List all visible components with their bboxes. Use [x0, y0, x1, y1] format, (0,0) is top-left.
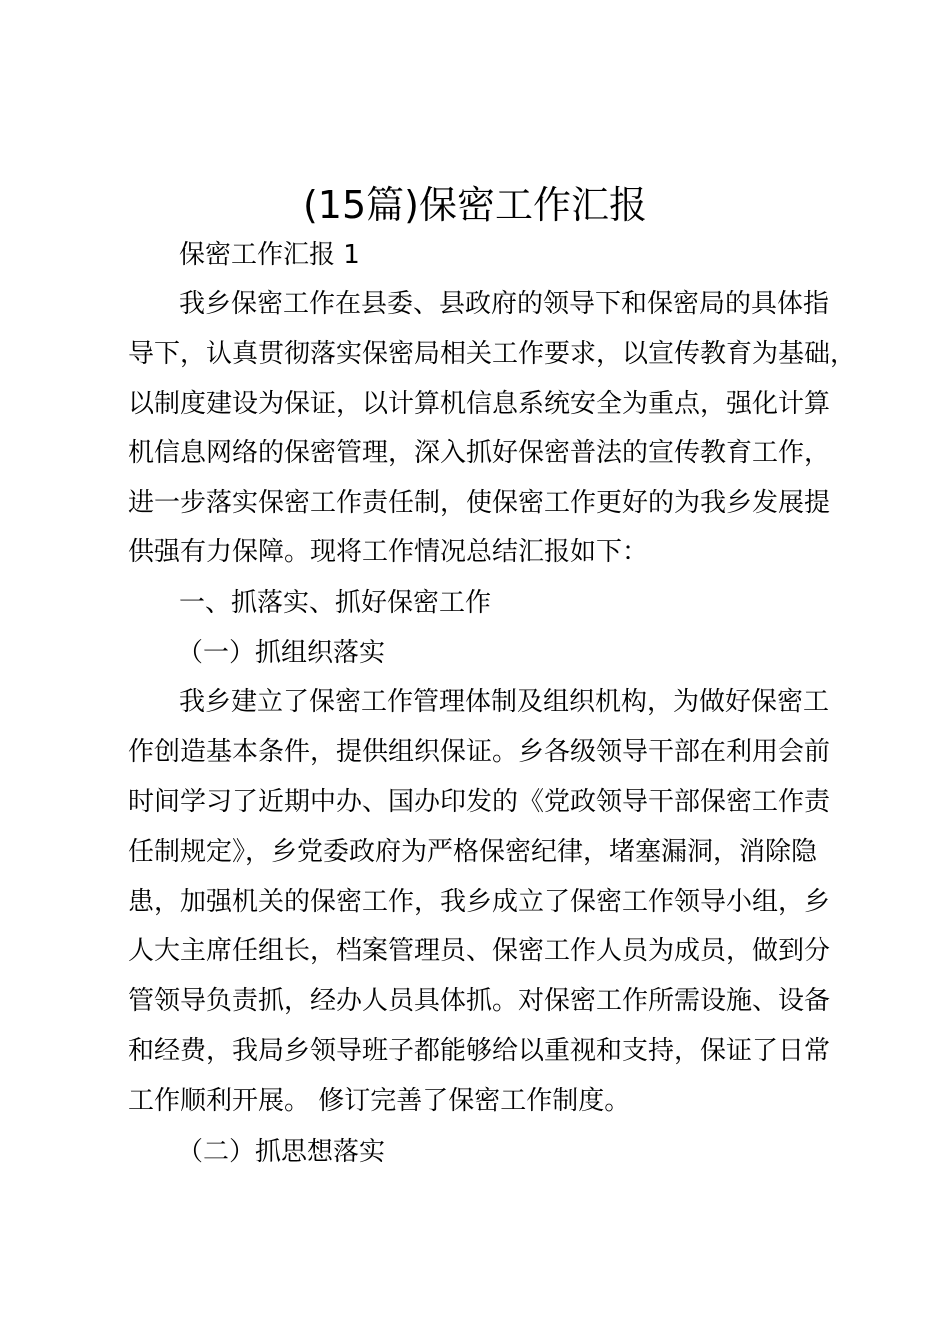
- paragraph2-line-7: 管领导负责抓，经办人员具体抓。对保密工作所需设施、设备: [128, 986, 831, 1016]
- paragraph2-line-4: 任制规定》，乡党委政府为严格保密纪律，堵塞漏洞，消除隐: [128, 837, 818, 867]
- paragraph2-line-8: 和经费，我局乡领导班子都能够给以重视和支持，保证了日常: [128, 1036, 831, 1066]
- paragraph2-line-3: 时间学习了近期中办、国办印发的《党政领导干部保密工作责: [128, 787, 831, 817]
- paragraph2-line-5: 患，加强机关的保密工作，我乡成立了保密工作领导小组，乡: [128, 887, 831, 917]
- paragraph1-line-5: 进一步落实保密工作责任制，使保密工作更好的为我乡发展提: [128, 488, 831, 518]
- paragraph2-line-9: 工作顺利开展。 修订完善了保密工作制度。: [128, 1086, 631, 1116]
- sub-heading-1: （一）抓组织落实: [177, 638, 386, 668]
- sub-heading-2: （二）抓思想落实: [177, 1137, 386, 1167]
- paragraph1-line-4: 机信息网络的保密管理，深入抓好保密普法的宣传教育工作，: [128, 438, 831, 468]
- paragraph1-line-1: 我乡保密工作在县委、县政府的领导下和保密局的具体指: [179, 289, 830, 319]
- paragraph1-line-6: 供强有力保障。现将工作情况总结汇报如下：: [128, 537, 649, 567]
- section-subtitle: 保密工作汇报 1: [179, 240, 360, 270]
- section-heading-1: 一、抓落实、抓好保密工作: [179, 588, 492, 618]
- paragraph1-line-2: 导下，认真贯彻落实保密局相关工作要求，以宣传教育为基础，: [128, 339, 857, 369]
- paragraph2-line-6: 人大主席任组长，档案管理员、保密工作人员为成员，做到分: [128, 936, 831, 966]
- paragraph1-line-3: 以制度建设为保证，以计算机信息系统安全为重点，强化计算: [128, 389, 831, 419]
- paragraph2-line-1: 我乡建立了保密工作管理体制及组织机构，为做好保密工: [179, 687, 830, 717]
- paragraph2-line-2: 作创造基本条件，提供组织保证。乡各级领导干部在利用会前: [128, 737, 831, 767]
- document-title: (15篇)保密工作汇报: [302, 183, 647, 227]
